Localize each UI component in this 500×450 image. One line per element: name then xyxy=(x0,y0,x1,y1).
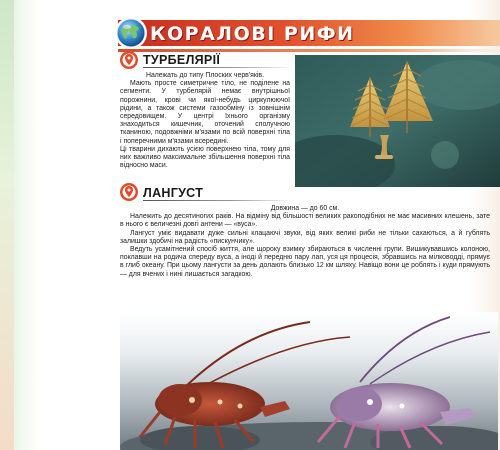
page-title: КОРАЛОВІ РИФИ xyxy=(150,23,355,45)
paragraph: Ведуть усамітнений спосіб життя, але щороку взимку збираються в численні групи. Вишикувавшись колоною, поклавши на родича спереду вуса, а іноді й передню пару лап, уся ця процесія, збравшись на мілководді, прямує в глиб океану. При цьому лангусти за день долають близько 12 км шляху. Навіщо вони це роблять і куди прямують — для вчених і нині лишається загадкою. xyxy=(120,246,490,278)
langust-text xyxy=(120,205,490,279)
lobster-photo xyxy=(120,312,498,450)
turbellaria-text xyxy=(120,72,290,170)
globe-icon xyxy=(114,16,148,50)
section-title-turbellaria: ТУРБЕЛЯРІЇ xyxy=(143,53,221,67)
header-stripe xyxy=(118,49,500,52)
paragraph: Довжина — до 60 см. xyxy=(270,205,340,212)
section-rule xyxy=(143,67,293,68)
location-pin-icon xyxy=(119,50,139,70)
flatworm-photo xyxy=(295,55,500,187)
paragraph: Належать до типу Плоских черв'яків. xyxy=(145,72,265,79)
section-rule xyxy=(143,200,293,201)
paragraph: Належить до десятиногих раків. На відміну від більшості великих ракоподібних не має масивних клешень, зате в нього є величезні довгі антени — «вуса». xyxy=(120,213,490,229)
paragraph: Лангуст уміє видавати дуже сильні клацаючі звуки, від яких великі риби не тільки сахаються, а й гублять залишки здобичі на радість «пискунчику». xyxy=(120,229,490,245)
left-decorative-band xyxy=(0,0,14,450)
paragraph: Ці тварини дихають усією поверхнею тіла, тому для них важливо максимальне збільшення поверхні тіла відносно маси. xyxy=(120,145,290,170)
location-pin-icon xyxy=(119,182,139,202)
paragraph: Мають просте симетричне тіло, не поділене на сегменти. У турбелярій немає внутрішньої порожнини, крові чи якої-небудь циркулюючої рідини, а також системи газообміну із зовнішнім середовищем. У центрі їхнього організму знаходиться кишечник, оточений сполучною тканиною, подовжніми м'язами по всій поверхні тіла і поперечними м'язами всередині. xyxy=(120,80,290,145)
section-title-langust: ЛАНГУСТ xyxy=(143,186,204,200)
